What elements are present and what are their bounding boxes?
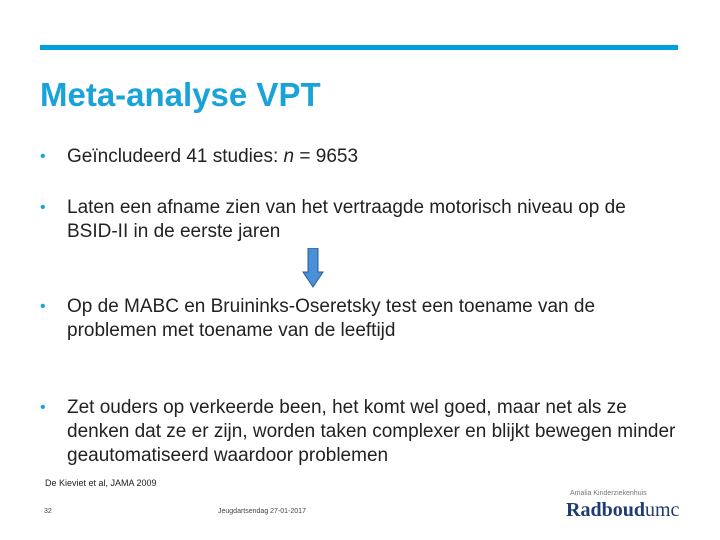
bullet-item [40, 196, 680, 244]
bullet-item [40, 145, 680, 169]
bullet-item [40, 396, 680, 468]
bullet-text: Op de MABC en Bruininks-Oseretsky test een toename van de problemen met toename van de leeftijd [67, 296, 596, 341]
footer-department: Amalia Kinderziekenhuis [570, 490, 647, 497]
bullet-dot: • [40, 298, 46, 315]
bullet-dot: • [40, 148, 46, 165]
footer-event: Jeugdartsendag 27-01-2017 [218, 508, 306, 515]
slide-title: Meta-analyse VPT [40, 76, 321, 113]
bullet-item [40, 295, 680, 343]
bullet-dot: • [40, 399, 46, 416]
radboudumc-logo: Radboudumc [566, 499, 680, 521]
bullet-text: Zet ouders op verkeerde been, het komt wel goed, maar net als ze denken dat ze er zijn, worden taken complexer en blijkt bewegen minder geautomatiseerd waardoor problemen [67, 397, 676, 466]
bullet-text: Geïncludeerd 41 studies: n = 9653 [67, 146, 359, 167]
arrow-down-icon [302, 248, 324, 288]
top-accent-bar [40, 45, 678, 50]
page-number: 32 [44, 508, 52, 515]
bullet-dot: • [40, 199, 46, 216]
bullet-text: Laten een afname zien van het vertraagde motorisch niveau op de BSID-II in de eerste jaren [67, 197, 626, 242]
citation: De Kieviet et al, JAMA 2009 [45, 478, 157, 488]
